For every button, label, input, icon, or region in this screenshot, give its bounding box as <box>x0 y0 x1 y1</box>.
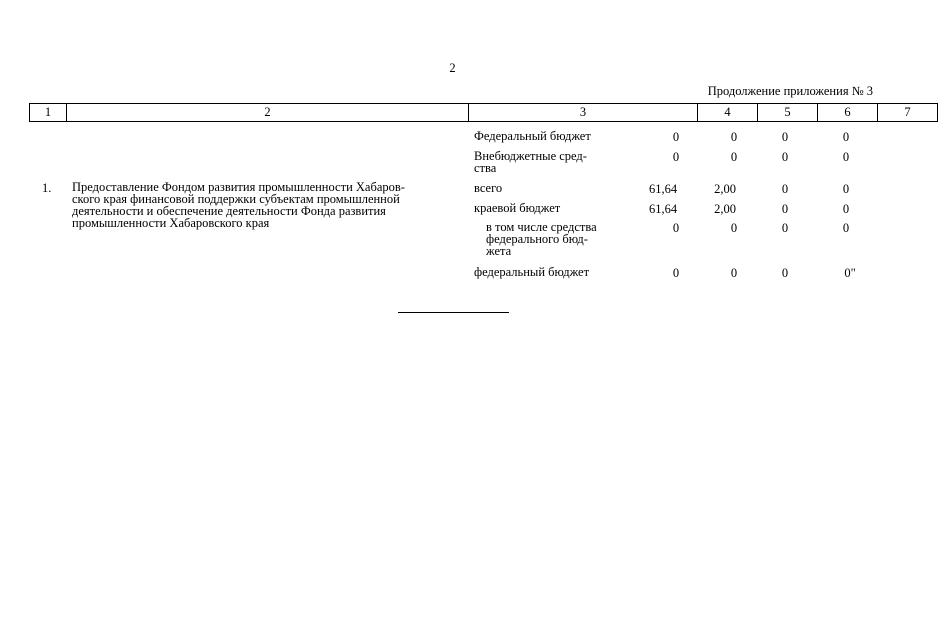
header-cell: 6 <box>818 104 878 122</box>
source-label <box>474 182 502 194</box>
source-label-line: жета <box>486 244 512 258</box>
value-cell: 0 <box>730 266 738 280</box>
source-label-line: федерального бюд- <box>486 232 588 246</box>
source-label <box>474 130 591 142</box>
description-line: Предоставление Фондом развития промышленности Хабаров- <box>72 180 405 194</box>
source-label-line: ства <box>474 161 497 175</box>
end-rule <box>398 312 509 313</box>
source-label <box>474 150 587 174</box>
header-cell: 5 <box>758 104 818 122</box>
row-number: 1. <box>42 181 52 195</box>
source-label <box>474 202 560 214</box>
value-cell: 0 <box>672 221 680 235</box>
value-cell: 0 <box>781 266 789 280</box>
source-label <box>474 266 589 278</box>
value-cell: 0 <box>781 182 789 196</box>
value-cell: 0 <box>672 266 680 280</box>
header-cell: 1 <box>30 104 67 122</box>
value-cell: 0 <box>672 130 680 144</box>
row-description <box>72 181 462 229</box>
source-label-line: Внебюджетные сред- <box>474 149 587 163</box>
value-cell: 61,64 <box>648 182 678 196</box>
header-row <box>30 104 938 122</box>
source-label-line: федеральный бюджет <box>474 265 590 279</box>
header-cell: 2 <box>67 104 469 122</box>
description-line: промышленности Хабаровского края <box>72 216 270 230</box>
value-cell: 0 <box>730 221 738 235</box>
value-cell: 0 <box>730 150 738 164</box>
value-cell: 0 <box>842 150 850 164</box>
appendix-label: Продолжение приложения № 3 <box>707 84 873 98</box>
description-line: ского края финансовой поддержки субъектам промышленной <box>72 192 400 206</box>
value-cell: 0 <box>842 182 850 196</box>
value-cell: 0 <box>781 202 789 216</box>
header-cell: 7 <box>878 104 938 122</box>
value-cell: 0 <box>781 130 789 144</box>
value-cell: 61,64 <box>648 202 678 216</box>
source-label-line: краевой бюджет <box>474 201 561 215</box>
value-cell: 2,00 <box>714 182 736 196</box>
source-label <box>486 221 597 257</box>
value-cell: 0 <box>781 221 789 235</box>
header-cell: 4 <box>698 104 758 122</box>
value-cell: 0 <box>842 221 850 235</box>
value-cell: 0 <box>842 130 850 144</box>
value-cell: 0" <box>844 266 856 280</box>
source-label-line: всего <box>474 181 503 195</box>
value-cell: 0 <box>730 130 738 144</box>
source-label-line: Федеральный бюджет <box>474 129 591 143</box>
description-line: деятельности и обеспечение деятельности Фонда развития <box>72 204 386 218</box>
source-label-line: в том числе средства <box>486 220 597 234</box>
value-cell: 0 <box>842 202 850 216</box>
value-cell: 2,00 <box>714 202 736 216</box>
value-cell: 0 <box>781 150 789 164</box>
page-number: 2 <box>449 61 456 75</box>
header-cell: 3 <box>469 104 698 122</box>
value-cell: 0 <box>672 150 680 164</box>
column-header-table <box>29 103 938 122</box>
